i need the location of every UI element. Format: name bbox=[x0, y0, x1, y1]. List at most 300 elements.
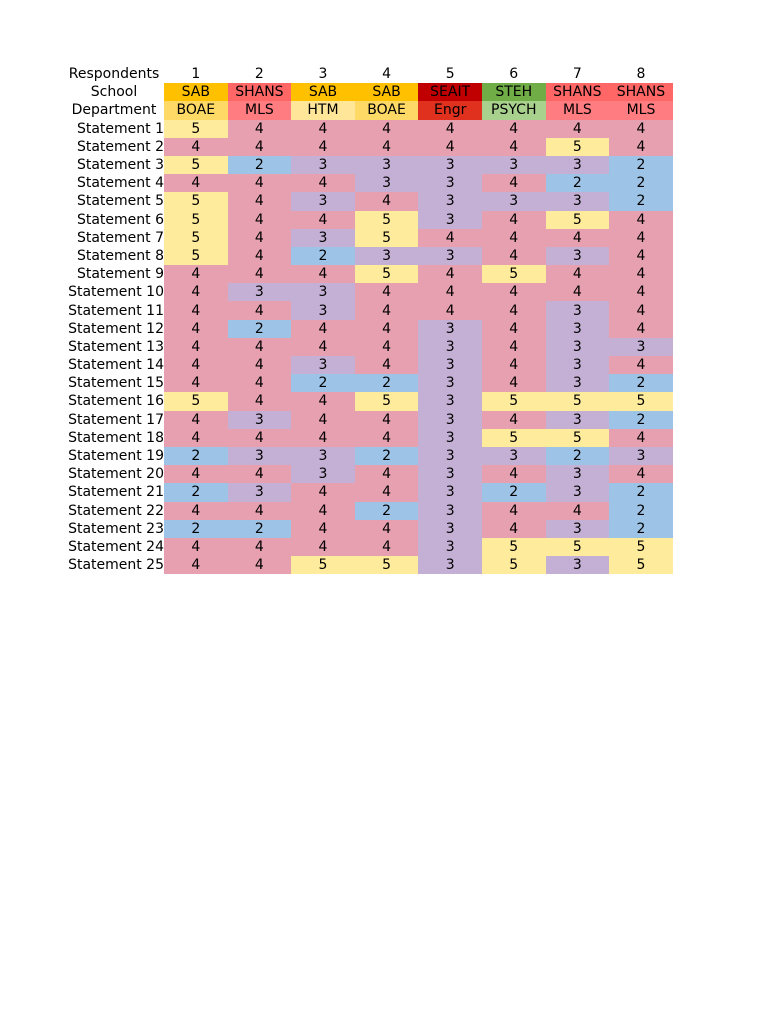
respondents-label-text: Respondents bbox=[68, 66, 160, 83]
score-cell[interactable]: 4 bbox=[609, 211, 673, 229]
score-cell[interactable]: 3 bbox=[546, 320, 610, 338]
score-cell[interactable]: 4 bbox=[546, 229, 610, 247]
score-cell[interactable]: 4 bbox=[228, 229, 292, 247]
score-cell[interactable]: 3 bbox=[418, 320, 482, 338]
score-cell[interactable]: 4 bbox=[291, 429, 355, 447]
score-cell[interactable]: 3 bbox=[291, 301, 355, 319]
score-cell[interactable]: 4 bbox=[355, 283, 419, 301]
statement-label bbox=[64, 120, 164, 138]
score-cell[interactable]: 5 bbox=[164, 211, 228, 229]
score-cell[interactable]: 5 bbox=[546, 538, 610, 556]
score-cell[interactable]: 4 bbox=[355, 483, 419, 501]
statement-label bbox=[64, 483, 164, 501]
score-cell[interactable]: 4 bbox=[291, 520, 355, 538]
score-cell[interactable]: 4 bbox=[164, 465, 228, 483]
score-cell[interactable]: 5 bbox=[164, 156, 228, 174]
statement-row bbox=[64, 247, 673, 265]
score-cell[interactable]: 4 bbox=[355, 120, 419, 138]
score-cell[interactable]: 4 bbox=[228, 120, 292, 138]
score-cell[interactable]: 2 bbox=[609, 192, 673, 210]
score-cell[interactable]: 3 bbox=[418, 338, 482, 356]
score-cell[interactable]: 4 bbox=[609, 429, 673, 447]
score-cell[interactable]: 3 bbox=[355, 174, 419, 192]
statement-label-text: Statement 22 bbox=[68, 502, 164, 519]
statement-label bbox=[64, 338, 164, 356]
score-cell[interactable]: 4 bbox=[228, 211, 292, 229]
score-cell[interactable]: 4 bbox=[482, 338, 546, 356]
statement-row bbox=[64, 556, 673, 574]
score-cell[interactable]: 4 bbox=[228, 265, 292, 283]
respondent-number[interactable]: 8 bbox=[636, 66, 646, 83]
score-cell[interactable]: 5 bbox=[355, 229, 419, 247]
score-cell[interactable]: 4 bbox=[546, 502, 610, 520]
score-cell[interactable]: 4 bbox=[482, 356, 546, 374]
score-cell[interactable]: 5 bbox=[164, 392, 228, 410]
statement-row bbox=[64, 447, 673, 465]
statement-label bbox=[64, 138, 164, 156]
statement-label-text: Statement 16 bbox=[68, 393, 164, 410]
score-cell[interactable]: 3 bbox=[418, 392, 482, 410]
respondent-number[interactable]: 6 bbox=[509, 66, 519, 83]
score-cell[interactable]: 4 bbox=[291, 174, 355, 192]
score-cell[interactable]: 3 bbox=[291, 283, 355, 301]
score-cell[interactable]: 4 bbox=[291, 138, 355, 156]
score-cell[interactable]: 5 bbox=[482, 538, 546, 556]
school-cell[interactable]: SAB bbox=[291, 83, 355, 101]
score-cell[interactable]: 3 bbox=[418, 356, 482, 374]
score-cell[interactable]: 3 bbox=[418, 211, 482, 229]
score-cell[interactable]: 3 bbox=[418, 247, 482, 265]
statement-label bbox=[64, 392, 164, 410]
score-cell[interactable]: 3 bbox=[546, 483, 610, 501]
score-cell[interactable]: 3 bbox=[482, 156, 546, 174]
statement-row bbox=[64, 429, 673, 447]
score-cell[interactable]: 3 bbox=[228, 483, 292, 501]
score-cell[interactable]: 5 bbox=[609, 538, 673, 556]
statement-label-text: Statement 4 bbox=[76, 175, 164, 192]
statement-label bbox=[64, 520, 164, 538]
statement-row bbox=[64, 483, 673, 501]
score-cell[interactable]: 3 bbox=[546, 192, 610, 210]
score-cell[interactable]: 3 bbox=[418, 447, 482, 465]
score-cell[interactable]: 5 bbox=[482, 392, 546, 410]
school-cell[interactable]: SAB bbox=[164, 83, 228, 101]
score-cell[interactable]: 3 bbox=[546, 338, 610, 356]
score-cell[interactable]: 4 bbox=[228, 429, 292, 447]
score-cell[interactable]: 4 bbox=[418, 138, 482, 156]
statement-label-text: Statement 1 bbox=[76, 120, 164, 137]
score-cell[interactable]: 3 bbox=[482, 447, 546, 465]
score-cell[interactable]: 2 bbox=[609, 483, 673, 501]
score-cell[interactable]: 3 bbox=[418, 429, 482, 447]
score-cell[interactable]: 2 bbox=[609, 156, 673, 174]
score-cell[interactable]: 2 bbox=[609, 374, 673, 392]
score-cell[interactable]: 4 bbox=[164, 374, 228, 392]
score-cell[interactable]: 4 bbox=[291, 502, 355, 520]
score-cell[interactable]: 4 bbox=[418, 265, 482, 283]
score-cell[interactable]: 4 bbox=[291, 120, 355, 138]
score-cell[interactable]: 3 bbox=[546, 520, 610, 538]
score-cell[interactable]: 3 bbox=[291, 465, 355, 483]
score-cell[interactable]: 4 bbox=[228, 301, 292, 319]
score-cell[interactable]: 4 bbox=[609, 120, 673, 138]
score-cell[interactable]: 2 bbox=[228, 520, 292, 538]
statement-label bbox=[64, 192, 164, 210]
department-label-text: Department bbox=[71, 102, 157, 119]
score-cell[interactable]: 5 bbox=[291, 556, 355, 574]
score-cell[interactable]: 3 bbox=[418, 520, 482, 538]
score-cell[interactable]: 4 bbox=[228, 338, 292, 356]
score-cell[interactable]: 3 bbox=[355, 247, 419, 265]
score-cell[interactable]: 4 bbox=[291, 320, 355, 338]
statement-label-text: Statement 23 bbox=[68, 520, 164, 537]
school-cell[interactable]: SAB bbox=[355, 83, 419, 101]
statement-label bbox=[64, 465, 164, 483]
statement-label-text: Statement 3 bbox=[76, 157, 164, 174]
score-cell[interactable]: 3 bbox=[609, 338, 673, 356]
score-cell[interactable]: 3 bbox=[418, 556, 482, 574]
statement-label bbox=[64, 429, 164, 447]
score-cell[interactable]: 4 bbox=[164, 429, 228, 447]
score-cell[interactable]: 2 bbox=[546, 174, 610, 192]
department-cell[interactable]: MLS bbox=[546, 101, 610, 119]
score-cell[interactable]: 4 bbox=[164, 138, 228, 156]
statement-label bbox=[64, 538, 164, 556]
score-cell[interactable]: 4 bbox=[228, 138, 292, 156]
score-cell[interactable]: 3 bbox=[546, 247, 610, 265]
statement-row bbox=[64, 356, 673, 374]
score-cell[interactable]: 2 bbox=[609, 502, 673, 520]
score-cell[interactable]: 5 bbox=[355, 556, 419, 574]
statement-row bbox=[64, 138, 673, 156]
statement-label bbox=[64, 211, 164, 229]
score-cell[interactable]: 4 bbox=[164, 174, 228, 192]
respondent-number[interactable]: 7 bbox=[572, 66, 582, 83]
score-cell[interactable]: 2 bbox=[546, 447, 610, 465]
score-cell[interactable]: 3 bbox=[291, 356, 355, 374]
statement-row bbox=[64, 301, 673, 319]
table-body bbox=[64, 65, 673, 574]
score-cell[interactable]: 4 bbox=[609, 229, 673, 247]
score-cell[interactable]: 3 bbox=[418, 502, 482, 520]
statement-row bbox=[64, 265, 673, 283]
score-cell[interactable]: 3 bbox=[546, 411, 610, 429]
statement-row bbox=[64, 465, 673, 483]
score-cell[interactable]: 3 bbox=[291, 192, 355, 210]
school-label bbox=[64, 83, 164, 101]
score-cell[interactable]: 5 bbox=[546, 392, 610, 410]
department-row bbox=[64, 101, 673, 119]
score-cell[interactable]: 4 bbox=[355, 138, 419, 156]
score-cell[interactable]: 5 bbox=[546, 429, 610, 447]
statement-row bbox=[64, 211, 673, 229]
score-cell[interactable]: 4 bbox=[609, 265, 673, 283]
score-cell[interactable]: 4 bbox=[546, 120, 610, 138]
score-cell[interactable]: 4 bbox=[482, 411, 546, 429]
statement-label-text: Statement 11 bbox=[68, 302, 164, 319]
score-cell[interactable]: 4 bbox=[482, 502, 546, 520]
score-cell[interactable]: 2 bbox=[164, 483, 228, 501]
score-cell[interactable]: 4 bbox=[546, 283, 610, 301]
score-cell[interactable]: 5 bbox=[482, 429, 546, 447]
score-cell[interactable]: 4 bbox=[609, 283, 673, 301]
score-cell[interactable]: 4 bbox=[609, 247, 673, 265]
score-cell[interactable]: 4 bbox=[291, 483, 355, 501]
score-cell[interactable]: 4 bbox=[164, 338, 228, 356]
statement-label-text: Statement 2 bbox=[76, 138, 164, 155]
score-cell[interactable]: 4 bbox=[609, 320, 673, 338]
score-cell[interactable]: 2 bbox=[291, 374, 355, 392]
score-cell[interactable]: 5 bbox=[164, 192, 228, 210]
score-cell[interactable]: 4 bbox=[291, 338, 355, 356]
statement-label bbox=[64, 320, 164, 338]
respondent-number[interactable]: 1 bbox=[191, 66, 201, 83]
score-cell[interactable]: 4 bbox=[609, 465, 673, 483]
score-cell[interactable]: 4 bbox=[482, 465, 546, 483]
score-cell[interactable]: 3 bbox=[546, 556, 610, 574]
score-cell[interactable]: 4 bbox=[609, 301, 673, 319]
score-cell[interactable]: 2 bbox=[609, 411, 673, 429]
respondent-number[interactable]: 5 bbox=[445, 66, 455, 83]
score-cell[interactable]: 4 bbox=[228, 247, 292, 265]
department-label bbox=[64, 101, 164, 119]
statement-row bbox=[64, 320, 673, 338]
score-cell[interactable]: 4 bbox=[355, 356, 419, 374]
score-cell[interactable]: 3 bbox=[418, 538, 482, 556]
score-cell[interactable]: 4 bbox=[482, 283, 546, 301]
statement-row bbox=[64, 156, 673, 174]
score-cell[interactable]: 4 bbox=[482, 320, 546, 338]
department-cell[interactable]: MLS bbox=[609, 101, 673, 119]
score-cell[interactable]: 4 bbox=[482, 374, 546, 392]
statement-label bbox=[64, 156, 164, 174]
score-cell[interactable]: 3 bbox=[418, 156, 482, 174]
score-cell[interactable]: 4 bbox=[355, 301, 419, 319]
statement-row bbox=[64, 374, 673, 392]
score-cell[interactable]: 3 bbox=[418, 411, 482, 429]
respondent-number[interactable]: 2 bbox=[254, 66, 264, 83]
score-cell[interactable]: 4 bbox=[355, 411, 419, 429]
statement-row bbox=[64, 192, 673, 210]
score-cell[interactable]: 4 bbox=[291, 392, 355, 410]
score-cell[interactable]: 2 bbox=[291, 247, 355, 265]
statement-label bbox=[64, 265, 164, 283]
score-cell[interactable]: 3 bbox=[418, 483, 482, 501]
score-cell[interactable]: 3 bbox=[291, 447, 355, 465]
score-cell[interactable]: 5 bbox=[482, 556, 546, 574]
statement-label-text: Statement 8 bbox=[76, 247, 164, 264]
score-cell[interactable]: 4 bbox=[164, 265, 228, 283]
statement-label-text: Statement 24 bbox=[68, 538, 164, 555]
score-cell[interactable]: 4 bbox=[228, 556, 292, 574]
score-cell[interactable]: 2 bbox=[228, 320, 292, 338]
statement-label bbox=[64, 556, 164, 574]
statement-label bbox=[64, 229, 164, 247]
statement-label bbox=[64, 374, 164, 392]
respondents-label bbox=[64, 65, 164, 83]
score-cell[interactable]: 5 bbox=[355, 392, 419, 410]
score-cell[interactable]: 5 bbox=[609, 392, 673, 410]
statement-label bbox=[64, 301, 164, 319]
score-cell[interactable]: 3 bbox=[291, 156, 355, 174]
statement-label-text: Statement 7 bbox=[76, 229, 164, 246]
statement-label-text: Statement 19 bbox=[68, 448, 164, 465]
statement-label-text: Statement 15 bbox=[68, 375, 164, 392]
score-cell[interactable]: 2 bbox=[228, 156, 292, 174]
score-cell[interactable]: 4 bbox=[355, 465, 419, 483]
department-cell[interactable]: HTM bbox=[291, 101, 355, 119]
statement-row bbox=[64, 229, 673, 247]
score-cell[interactable]: 3 bbox=[228, 283, 292, 301]
score-cell[interactable]: 5 bbox=[164, 120, 228, 138]
score-cell[interactable]: 2 bbox=[164, 447, 228, 465]
department-cell[interactable]: MLS bbox=[228, 101, 292, 119]
score-cell[interactable]: 4 bbox=[228, 502, 292, 520]
statement-row bbox=[64, 392, 673, 410]
score-cell[interactable]: 4 bbox=[291, 411, 355, 429]
score-cell[interactable]: 4 bbox=[355, 338, 419, 356]
score-cell[interactable]: 2 bbox=[482, 483, 546, 501]
department-cell[interactable]: Engr bbox=[418, 101, 482, 119]
score-cell[interactable]: 4 bbox=[291, 211, 355, 229]
respondent-number[interactable]: 3 bbox=[318, 66, 328, 83]
score-cell[interactable]: 2 bbox=[355, 374, 419, 392]
score-cell[interactable]: 4 bbox=[228, 356, 292, 374]
score-cell[interactable]: 3 bbox=[418, 192, 482, 210]
score-cell[interactable]: 4 bbox=[482, 138, 546, 156]
score-cell[interactable]: 5 bbox=[546, 211, 610, 229]
statement-row bbox=[64, 174, 673, 192]
score-cell[interactable]: 4 bbox=[418, 120, 482, 138]
score-cell[interactable]: 3 bbox=[355, 156, 419, 174]
statement-label-text: Statement 20 bbox=[68, 466, 164, 483]
score-cell[interactable]: 4 bbox=[228, 192, 292, 210]
score-cell[interactable]: 3 bbox=[546, 465, 610, 483]
statement-row bbox=[64, 338, 673, 356]
score-cell[interactable]: 5 bbox=[482, 265, 546, 283]
statement-row bbox=[64, 520, 673, 538]
school-cell[interactable]: SEAIT bbox=[418, 83, 482, 101]
score-cell[interactable]: 4 bbox=[164, 283, 228, 301]
score-cell[interactable]: 4 bbox=[164, 502, 228, 520]
score-cell[interactable]: 4 bbox=[228, 374, 292, 392]
score-cell[interactable]: 4 bbox=[482, 229, 546, 247]
score-cell[interactable]: 2 bbox=[355, 447, 419, 465]
score-cell[interactable]: 4 bbox=[355, 520, 419, 538]
score-cell[interactable]: 4 bbox=[228, 392, 292, 410]
score-cell[interactable]: 4 bbox=[418, 301, 482, 319]
respondents-row bbox=[64, 65, 673, 83]
score-cell[interactable]: 5 bbox=[164, 229, 228, 247]
score-cell[interactable]: 3 bbox=[418, 174, 482, 192]
score-cell[interactable]: 4 bbox=[164, 556, 228, 574]
statement-label bbox=[64, 283, 164, 301]
score-cell[interactable]: 3 bbox=[418, 465, 482, 483]
statement-label bbox=[64, 447, 164, 465]
score-cell[interactable]: 4 bbox=[482, 120, 546, 138]
score-cell[interactable]: 4 bbox=[482, 247, 546, 265]
score-cell[interactable]: 3 bbox=[418, 374, 482, 392]
school-cell[interactable]: STEH bbox=[482, 83, 546, 101]
statement-row bbox=[64, 502, 673, 520]
statement-label-text: Statement 21 bbox=[68, 484, 164, 501]
score-cell[interactable]: 2 bbox=[609, 520, 673, 538]
score-cell[interactable]: 4 bbox=[418, 229, 482, 247]
score-cell[interactable]: 4 bbox=[482, 301, 546, 319]
score-cell[interactable]: 4 bbox=[164, 538, 228, 556]
score-cell[interactable]: 4 bbox=[482, 211, 546, 229]
score-cell[interactable]: 3 bbox=[291, 229, 355, 247]
respondent-number[interactable]: 4 bbox=[382, 66, 392, 83]
score-cell[interactable]: 4 bbox=[355, 429, 419, 447]
school-cell[interactable]: SHANS bbox=[546, 83, 610, 101]
score-cell[interactable]: 3 bbox=[609, 447, 673, 465]
score-cell[interactable]: 5 bbox=[355, 265, 419, 283]
score-cell[interactable]: 3 bbox=[546, 374, 610, 392]
score-cell[interactable]: 3 bbox=[228, 447, 292, 465]
school-cell[interactable]: SHANS bbox=[609, 83, 673, 101]
score-cell[interactable]: 4 bbox=[164, 356, 228, 374]
school-row bbox=[64, 83, 673, 101]
score-cell[interactable]: 4 bbox=[418, 283, 482, 301]
statement-label-text: Statement 12 bbox=[68, 320, 164, 337]
score-cell[interactable]: 3 bbox=[482, 192, 546, 210]
score-cell[interactable]: 2 bbox=[164, 520, 228, 538]
department-cell[interactable]: BOAE bbox=[355, 101, 419, 119]
score-cell[interactable]: 4 bbox=[609, 138, 673, 156]
score-cell[interactable]: 4 bbox=[482, 174, 546, 192]
statement-label-text: Statement 18 bbox=[68, 429, 164, 446]
score-cell[interactable]: 4 bbox=[164, 301, 228, 319]
score-cell[interactable]: 2 bbox=[355, 502, 419, 520]
score-cell[interactable]: 4 bbox=[164, 320, 228, 338]
score-cell[interactable]: 3 bbox=[228, 411, 292, 429]
department-cell[interactable]: PSYCH bbox=[482, 101, 546, 119]
score-cell[interactable]: 3 bbox=[546, 301, 610, 319]
score-cell[interactable]: 2 bbox=[609, 174, 673, 192]
score-cell[interactable]: 4 bbox=[291, 265, 355, 283]
statement-row bbox=[64, 411, 673, 429]
score-cell[interactable]: 4 bbox=[609, 356, 673, 374]
score-cell[interactable]: 4 bbox=[291, 538, 355, 556]
department-cell[interactable]: BOAE bbox=[164, 101, 228, 119]
score-cell[interactable]: 4 bbox=[546, 265, 610, 283]
school-label-text: School bbox=[90, 84, 138, 101]
statement-label-text: Statement 9 bbox=[76, 266, 164, 283]
score-cell[interactable]: 4 bbox=[355, 538, 419, 556]
score-cell[interactable]: 4 bbox=[228, 465, 292, 483]
score-cell[interactable]: 3 bbox=[546, 156, 610, 174]
score-cell[interactable]: 4 bbox=[355, 192, 419, 210]
score-cell[interactable]: 4 bbox=[228, 174, 292, 192]
statement-row bbox=[64, 283, 673, 301]
statement-label-text: Statement 5 bbox=[76, 193, 164, 210]
score-cell[interactable]: 5 bbox=[546, 138, 610, 156]
score-cell[interactable]: 4 bbox=[228, 538, 292, 556]
score-cell[interactable]: 4 bbox=[164, 411, 228, 429]
score-cell[interactable]: 5 bbox=[355, 211, 419, 229]
statement-label bbox=[64, 174, 164, 192]
score-cell[interactable]: 4 bbox=[355, 320, 419, 338]
school-cell[interactable]: SHANS bbox=[228, 83, 292, 101]
score-cell[interactable]: 3 bbox=[546, 356, 610, 374]
score-cell[interactable]: 4 bbox=[482, 520, 546, 538]
score-cell[interactable]: 5 bbox=[164, 247, 228, 265]
score-cell[interactable]: 5 bbox=[609, 556, 673, 574]
statement-label-text: Statement 14 bbox=[68, 357, 164, 374]
statement-label bbox=[64, 247, 164, 265]
statement-label-text: Statement 13 bbox=[68, 338, 164, 355]
